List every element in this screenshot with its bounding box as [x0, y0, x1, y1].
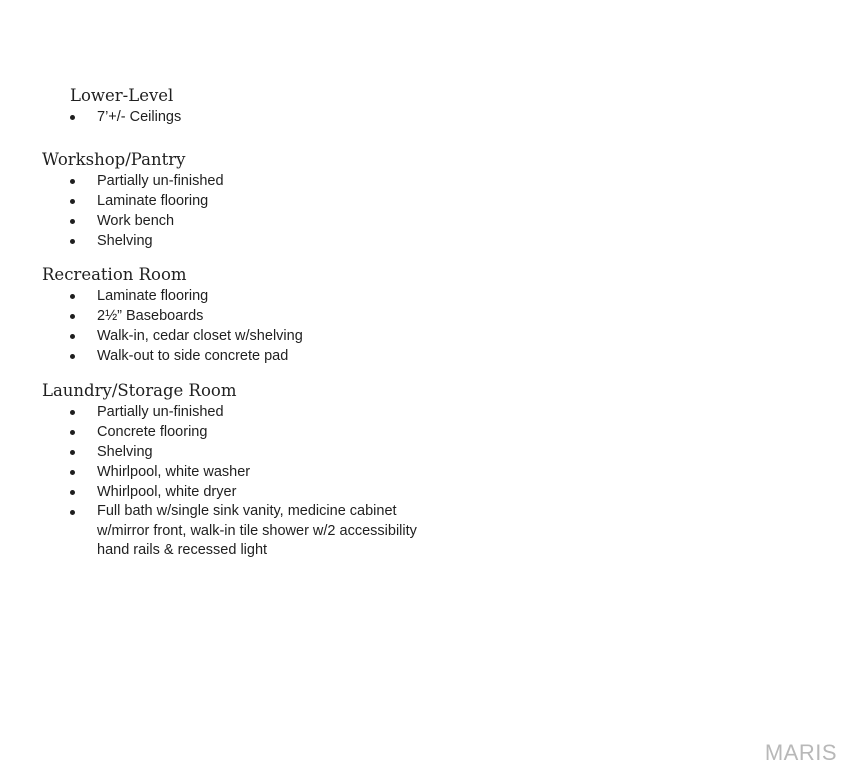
bullet-list — [42, 107, 181, 127]
bullet-icon — [70, 450, 75, 455]
bullet-icon — [70, 430, 75, 435]
bullet-icon — [70, 334, 75, 339]
list-item: Walk-in, cedar closet w/shelving — [42, 326, 303, 346]
list-item: 7’+/- Ceilings — [42, 107, 181, 127]
list-item: Shelving — [42, 231, 224, 251]
bullet-icon — [70, 410, 75, 415]
bullet-icon — [70, 294, 75, 299]
list-item: Whirlpool, white washer — [42, 462, 427, 482]
list-item: Full bath w/single sink vanity, medicine cabinet w/mirror front, walk-in tile shower w/2 accessibility hand rails & recessed light — [42, 502, 427, 561]
bullet-icon — [70, 219, 75, 224]
bullet-icon — [70, 354, 75, 359]
bullet-icon — [70, 179, 75, 184]
section-heading: Lower-Level — [70, 86, 174, 105]
bullet-icon — [70, 314, 75, 319]
list-item: Shelving — [42, 442, 427, 462]
section-heading: Recreation Room — [42, 265, 187, 284]
bullet-icon — [70, 115, 75, 120]
section-recreation-room — [42, 265, 303, 366]
list-item: Work bench — [42, 211, 224, 231]
list-item: Laminate flooring — [42, 191, 224, 211]
bullet-icon — [70, 510, 75, 515]
list-item: Walk-out to side concrete pad — [42, 346, 303, 366]
list-item: Partially un-finished — [42, 171, 224, 191]
list-item: Partially un-finished — [42, 402, 427, 422]
bullet-icon — [70, 199, 75, 204]
section-laundry-storage-room — [42, 381, 427, 561]
list-item: Laminate flooring — [42, 286, 303, 306]
bullet-icon — [70, 470, 75, 475]
bullet-list — [42, 286, 303, 366]
list-item: Concrete flooring — [42, 422, 427, 442]
bullet-list — [42, 402, 427, 561]
list-item: Whirlpool, white dryer — [42, 482, 427, 502]
bullet-icon — [70, 490, 75, 495]
section-lower-level — [42, 86, 181, 127]
section-heading: Laundry/Storage Room — [42, 381, 237, 400]
section-heading: Workshop/Pantry — [42, 150, 186, 169]
maris-watermark: MARIS — [764, 740, 837, 765]
bullet-icon — [70, 239, 75, 244]
bullet-list — [42, 171, 224, 251]
section-workshop-pantry — [42, 150, 224, 251]
list-item: 2½” Baseboards — [42, 306, 303, 326]
